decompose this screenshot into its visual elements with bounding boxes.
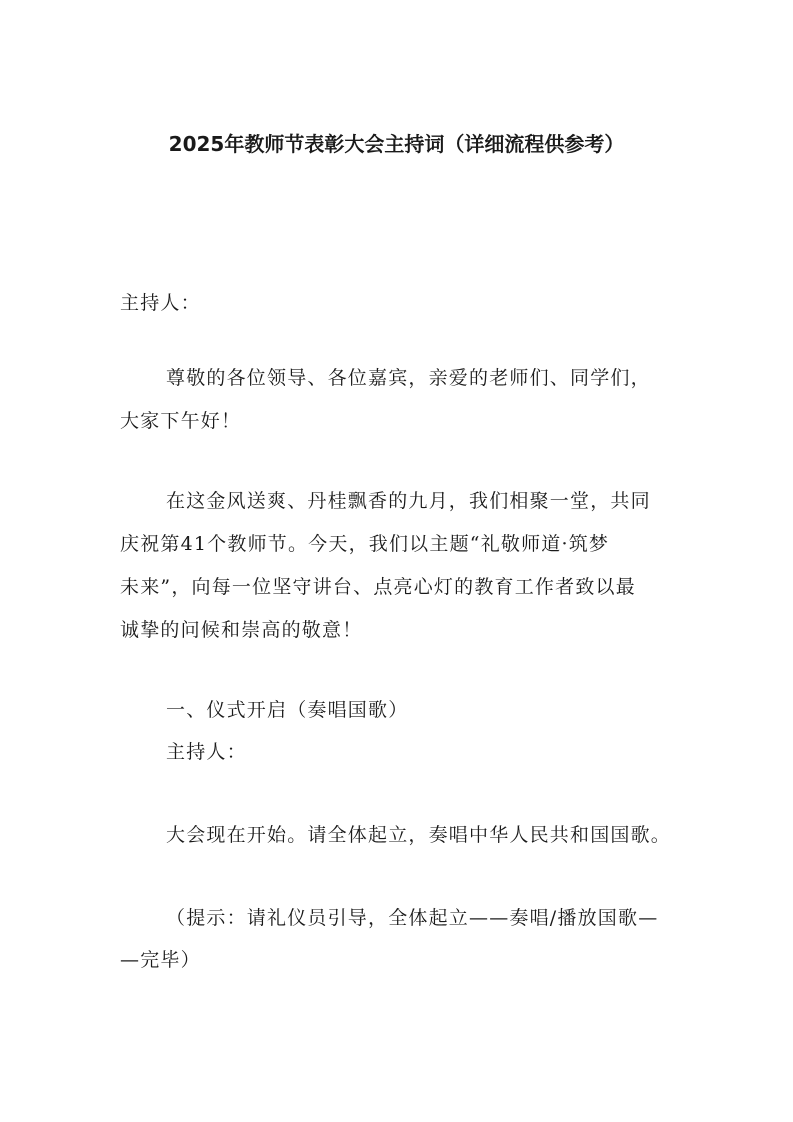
- section-heading: 一、仪式开启（奏唱国歌）: [166, 699, 409, 721]
- host-label-2: 主持人：: [166, 741, 247, 763]
- intro-line-4: 诚挚的问候和崇高的敬意！: [120, 619, 363, 641]
- tip-line-1: （提示：请礼仪员引导，全体起立——奏唱/播放国歌—: [166, 907, 659, 929]
- intro-line-2: 庆祝第41个教师节。今天，我们以主题“礼敬师道·筑梦: [120, 533, 610, 555]
- host-label: 主持人：: [120, 292, 201, 314]
- intro-line-3: 未来”，向每一位坚守讲台、点亮心灯的教育工作者致以最: [120, 576, 636, 598]
- greeting-line-2: 大家下午好！: [120, 410, 242, 432]
- intro-line-1: 在这金风送爽、丹桂飘香的九月，我们相聚一堂，共同: [166, 490, 651, 512]
- greeting-line-1: 尊敬的各位领导、各位嘉宾，亲爱的老师们、同学们，: [166, 367, 651, 389]
- tip-line-2: —完毕）: [120, 949, 201, 971]
- document-title: 2025年教师节表彰大会主持词（详细流程供参考）: [168, 132, 625, 156]
- section-body: 大会现在开始。请全体起立，奏唱中华人民共和国国歌。: [166, 824, 672, 846]
